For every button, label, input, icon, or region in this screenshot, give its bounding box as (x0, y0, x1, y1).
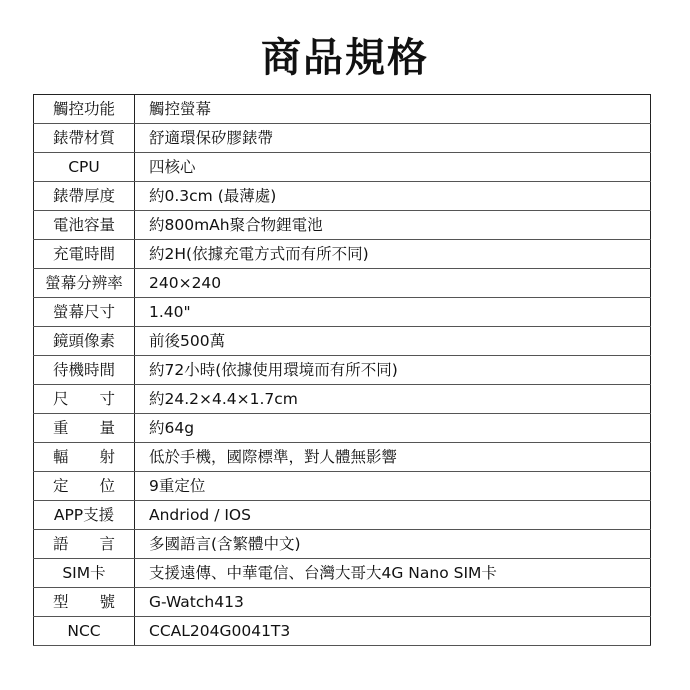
spec-label: 充電時間 (34, 240, 135, 269)
spec-value: 舒適環保矽膠錶帶 (135, 124, 651, 153)
table-row (34, 327, 651, 356)
table-row (34, 298, 651, 327)
spec-value: 約72小時(依據使用環境而有所不同) (135, 356, 651, 385)
table-row (34, 211, 651, 240)
spec-label: 錶帶厚度 (34, 182, 135, 211)
spec-label: 鏡頭像素 (34, 327, 135, 356)
spec-label: 螢幕分辨率 (34, 269, 135, 298)
table-row (34, 443, 651, 472)
table-row (34, 588, 651, 617)
spec-value: 觸控螢幕 (135, 95, 651, 124)
table-row (34, 95, 651, 124)
table-row (34, 153, 651, 182)
spec-value: 240×240 (135, 269, 651, 298)
spec-label: 定 位 (34, 472, 135, 501)
spec-value: Andriod / IOS (135, 501, 651, 530)
spec-value: 低於手機，國際標準，對人體無影響 (135, 443, 651, 472)
spec-label: 觸控功能 (34, 95, 135, 124)
table-row (34, 501, 651, 530)
spec-value: 多國語言(含繁體中文) (135, 530, 651, 559)
spec-value: 約64g (135, 414, 651, 443)
table-row (34, 617, 651, 646)
table-row (34, 356, 651, 385)
spec-label: 重 量 (34, 414, 135, 443)
table-row (34, 124, 651, 153)
table-row (34, 385, 651, 414)
spec-label: NCC (34, 617, 135, 646)
spec-value: 四核心 (135, 153, 651, 182)
spec-value: 約24.2×4.4×1.7cm (135, 385, 651, 414)
table-row (34, 530, 651, 559)
spec-value: 約800mAh聚合物鋰電池 (135, 211, 651, 240)
spec-label: 型 號 (34, 588, 135, 617)
spec-label: 輻 射 (34, 443, 135, 472)
spec-value: 支援遠傳、中華電信、台灣大哥大4G Nano SIM卡 (135, 559, 651, 588)
spec-label: 錶帶材質 (34, 124, 135, 153)
page-title: 商品規格 (261, 35, 429, 81)
table-row (34, 269, 651, 298)
table-row (34, 559, 651, 588)
spec-value: CCAL204G0041T3 (135, 617, 651, 646)
spec-label: 螢幕尺寸 (34, 298, 135, 327)
spec-value: 約2H(依據充電方式而有所不同) (135, 240, 651, 269)
spec-value: G-Watch413 (135, 588, 651, 617)
spec-label: CPU (34, 153, 135, 182)
spec-label: SIM卡 (34, 559, 135, 588)
spec-value: 9重定位 (135, 472, 651, 501)
spec-value: 1.40" (135, 298, 651, 327)
spec-label: 待機時間 (34, 356, 135, 385)
table-row (34, 240, 651, 269)
spec-label: 語 言 (34, 530, 135, 559)
table-row (34, 182, 651, 211)
spec-value: 約0.3cm (最薄處) (135, 182, 651, 211)
table-row (34, 414, 651, 443)
spec-value: 前後500萬 (135, 327, 651, 356)
spec-label: 電池容量 (34, 211, 135, 240)
spec-table (33, 94, 651, 646)
spec-label: 尺 寸 (34, 385, 135, 414)
table-row (34, 472, 651, 501)
spec-label: APP支援 (34, 501, 135, 530)
